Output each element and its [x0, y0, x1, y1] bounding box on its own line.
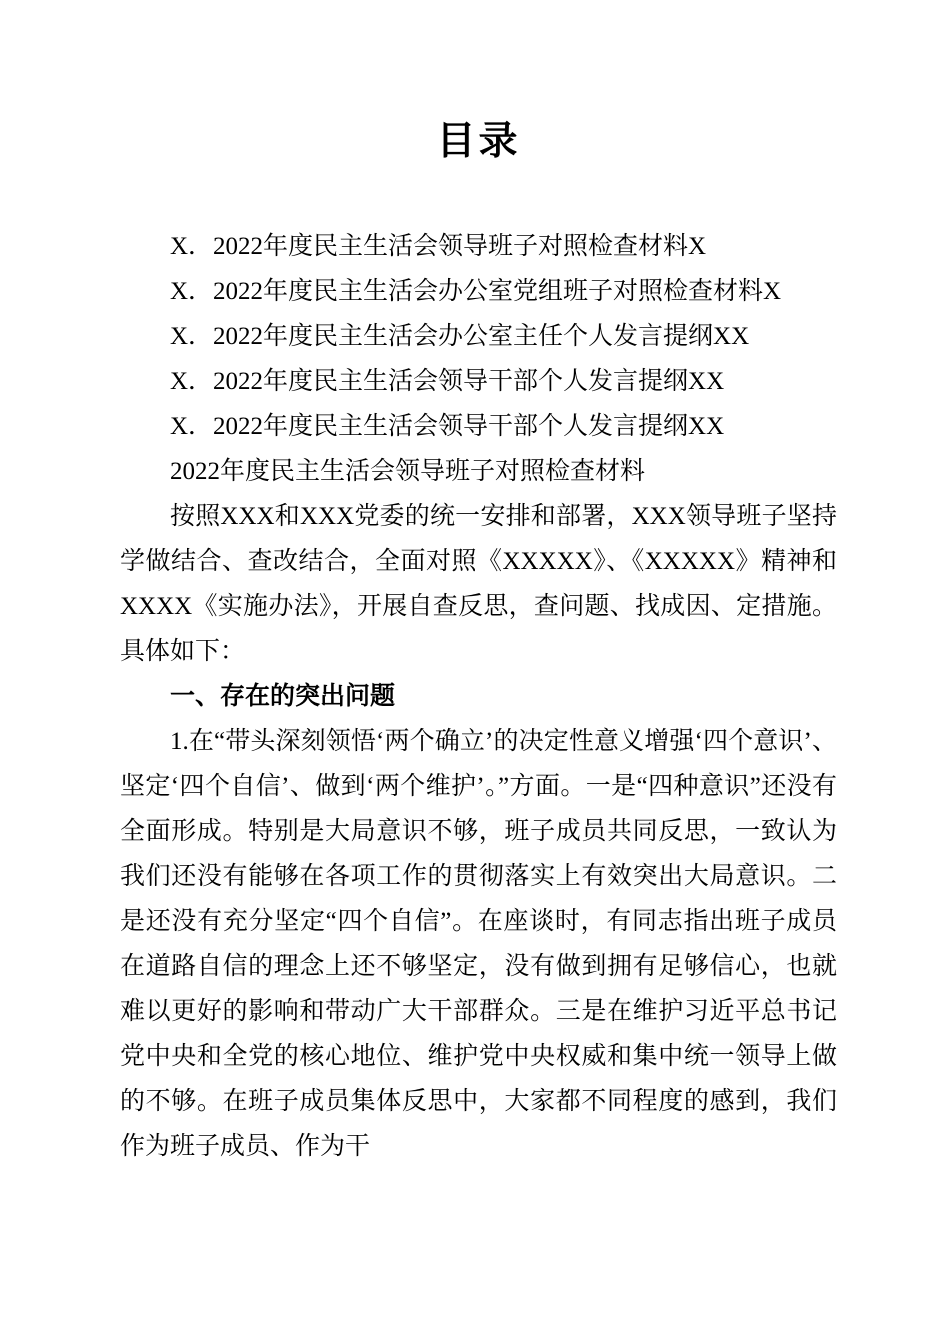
toc-item-5: X．2022年度民主生活会领导干部个人发言提纲XX	[170, 413, 725, 440]
section-body-paragraph: 1.在“带头深刻领悟‘两个确立’的决定性意义增强‘四个意识’、坚定‘四个自信’、做到‘两个维护’。”方面。一是“四种意识”还没有全面形成。特别是大局意识不够，班子成员共同反思，一致认为我们还没有能够在各项工作的贯彻落实上有效突出大局意识。二是还没有充分坚定“四个自信”。在座谈时，有同志指出班子成员在道路自信的理念上还不够坚定，没有做到拥有足够信心，也就难以更好的影响和带动广大干部群众。三是在维护习近平总书记党中央和全党的核心地位、维护党中央权威和集中统一领导上做的不够。在班子成员集体反思中，大家都不同程度的感到，我们作为班子成员、作为干	[120, 728, 837, 1160]
material-title: 2022年度民主生活会领导班子对照检查材料	[170, 458, 646, 485]
toc-item-3: X．2022年度民主生活会办公室主任个人发言提纲XX	[170, 323, 750, 350]
intro-paragraph: 按照XXX和XXX党委的统一安排和部署，XXX领导班子坚持学做结合、查改结合，全面对照《XXXXX》、《XXXXX》精神和XXXX《实施办法》，开展自查反思，查问题、找成因、定措施。具体如下：	[120, 503, 837, 665]
toc-item-1: X．2022年度民主生活会领导班子对照检查材料X	[170, 233, 707, 260]
page-title: 目录	[436, 120, 521, 163]
toc-item-4: X．2022年度民主生活会领导干部个人发言提纲XX	[170, 368, 725, 395]
toc-item-2: X．2022年度民主生活会办公室党组班子对照检查材料X	[170, 278, 782, 305]
table-of-contents	[120, 224, 837, 449]
section-heading: 一、存在的突出问题	[170, 682, 396, 710]
